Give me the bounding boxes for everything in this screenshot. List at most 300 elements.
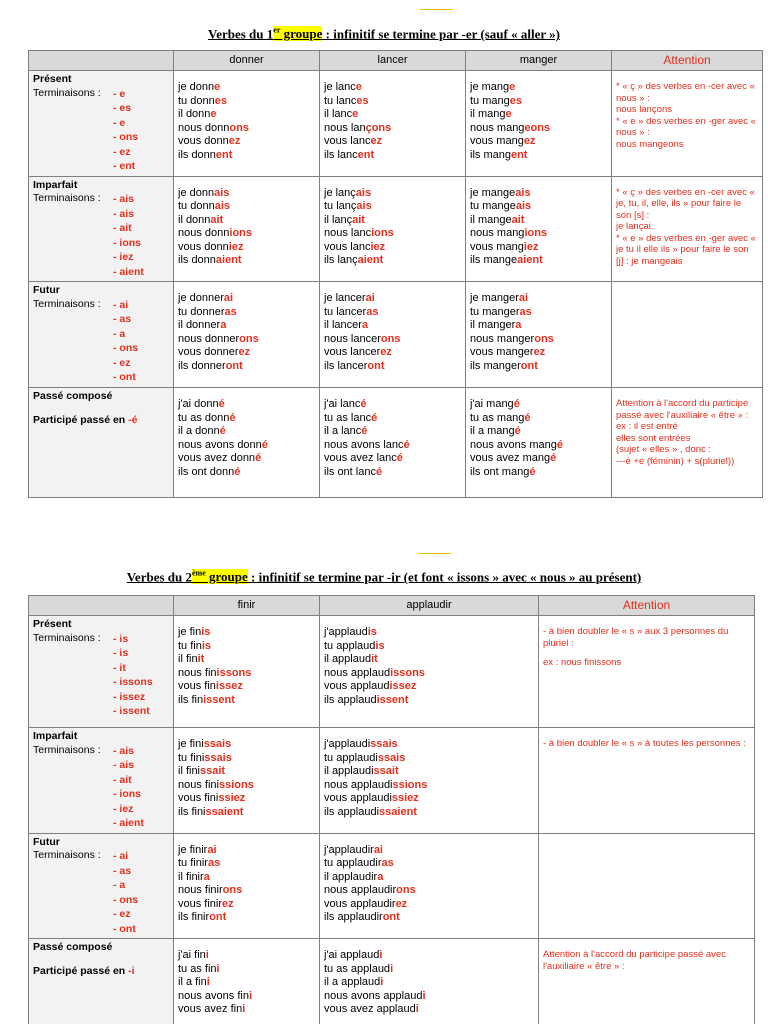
participe-text: Participé passé en: [33, 964, 129, 977]
stem: je finir: [178, 843, 208, 856]
ending-highlight: é: [556, 438, 563, 451]
conjugation-line: [324, 81, 461, 95]
conjugation-line: [470, 398, 607, 412]
tense-title: Présent: [33, 618, 72, 630]
ending-highlight: ont: [520, 359, 538, 372]
ending-highlight: é: [513, 398, 520, 410]
terminaisons-label: Terminaisons :: [33, 631, 101, 644]
ending-highlight: e: [210, 108, 217, 120]
ending-highlight: é: [219, 425, 226, 437]
conjugation-line: [324, 306, 461, 320]
stem: tu finir: [178, 857, 208, 869]
ending: - iez: [113, 251, 134, 263]
conjugation-line: [470, 346, 607, 360]
conjugation-line: [324, 452, 461, 466]
ending-highlight: ions: [371, 227, 394, 239]
stem: j'ai applaud: [324, 949, 380, 961]
ending-highlight: ont: [225, 359, 243, 372]
stem: nous fini: [178, 778, 219, 791]
stem: tu donn: [178, 94, 215, 107]
conjugation-line: [178, 135, 315, 149]
attention-note: [612, 176, 763, 282]
conjugation-line: [324, 187, 461, 201]
stem: ils donner: [178, 359, 226, 372]
terminaisons: [33, 298, 169, 385]
conjugation-line: [178, 333, 315, 347]
ending-highlight: é: [396, 452, 403, 464]
ending-highlight: ssaient: [205, 805, 244, 818]
ending-highlight: issent: [203, 693, 235, 706]
stem: il a fin: [178, 976, 207, 988]
ending: - issent: [113, 705, 150, 717]
stem: il donner: [178, 319, 221, 331]
conjugation-line: [178, 319, 315, 333]
stem: nous lancer: [324, 332, 381, 345]
ending-highlight: ez: [238, 346, 251, 358]
stem: j'ai mang: [470, 398, 514, 410]
conjugation-line: [178, 254, 315, 268]
conjugation-line: [178, 292, 315, 306]
ending-highlight: çons: [365, 121, 392, 134]
ending-highlight: ons: [239, 332, 259, 345]
ending-highlight: ssait: [373, 765, 399, 777]
conjugation-line: [324, 898, 534, 912]
stem: tu as lanc: [324, 411, 372, 424]
ending-highlight: a: [203, 870, 210, 883]
note-gap: [543, 649, 750, 657]
conjugation-line: [470, 214, 607, 228]
stem: je manger: [470, 292, 519, 304]
ending-highlight: i: [206, 976, 210, 988]
conjugation-line: [324, 108, 461, 122]
stem: nous lanc: [324, 227, 372, 239]
conjugation-cell: [320, 939, 539, 1024]
note-line: * « ç » des verbes en -cer avec « je, tu, il, elle, ils » pour faire le son [s] :: [616, 186, 755, 221]
ending-highlight: ssais: [204, 751, 232, 764]
ending-highlight: ez: [395, 897, 408, 910]
stem: je fin: [178, 626, 202, 638]
tense-row: [29, 282, 763, 388]
ending-highlight: ai: [518, 292, 529, 304]
ending-highlight: i: [248, 989, 252, 1002]
ending-highlight: é: [529, 465, 536, 478]
ending-highlight: é: [514, 425, 521, 437]
conjugation-line: [470, 122, 607, 136]
attention-note: [612, 71, 763, 177]
ending-highlight: ssiez: [218, 792, 246, 804]
ending-highlight: i: [379, 949, 383, 961]
ending: - a: [113, 327, 126, 340]
conjugation-cell: [320, 176, 466, 282]
ending: - ait: [113, 222, 132, 234]
conjugation-line: [324, 640, 534, 654]
attention-note: [612, 282, 763, 388]
tense-header: [29, 71, 174, 177]
ending-highlight: ais: [356, 200, 372, 212]
stem: nous mang: [470, 227, 525, 239]
stem: je mang: [470, 81, 510, 93]
conjugation-cell: [320, 282, 466, 388]
ending-highlight: ez: [533, 346, 546, 358]
ending-highlight: ont: [209, 911, 227, 923]
stem: je donn: [178, 81, 215, 93]
ending-highlight: é: [261, 438, 268, 451]
conjugation-line: [178, 911, 315, 925]
ending: - issons: [113, 676, 153, 688]
stem: il applaudi: [324, 765, 374, 777]
conjugation-line: [470, 135, 607, 149]
terminaisons-label: Terminaisons :: [33, 192, 101, 204]
conjugation-line: [178, 626, 315, 640]
stem: vous manger: [470, 346, 534, 358]
conjugation-line: [324, 949, 534, 963]
stem: tu donn: [178, 200, 215, 212]
conjugation-line: [324, 214, 461, 228]
ending-highlight: ez: [370, 135, 383, 147]
conjugation-line: [470, 333, 607, 347]
tense-title: Futur: [33, 284, 60, 296]
ending-highlight: a: [515, 319, 522, 331]
conjugation-line: [324, 227, 461, 241]
ending-highlight: ions: [524, 227, 548, 239]
stem: nous applaud: [324, 666, 391, 679]
ending-highlight: is: [201, 639, 212, 652]
stem: il lancer: [324, 319, 362, 331]
tense-header: [29, 388, 174, 498]
conjugation-line: [178, 871, 315, 885]
conjugation-line: [178, 680, 315, 694]
attention-note: [539, 833, 755, 939]
tense-row: [29, 176, 763, 282]
verb-header: finir: [174, 596, 320, 616]
conjugation-line: [178, 792, 315, 806]
conjugation-line: [178, 200, 315, 214]
stem: il donn: [178, 108, 211, 120]
tense-title: Imparfait: [33, 730, 78, 742]
note-line: - à bien doubler le « s » à toutes les personnes :: [543, 738, 746, 749]
conjugation-line: [470, 200, 607, 214]
ending: - ions: [113, 236, 141, 249]
stem: tu mange: [470, 200, 516, 212]
stem: ils donn: [178, 148, 216, 161]
section2-title: [0, 569, 768, 585]
stem: j'ai lanc: [324, 398, 361, 410]
conjugation-line: [324, 911, 534, 925]
ending-highlight: is: [375, 639, 385, 652]
conjugation-cell: [466, 388, 612, 498]
ending: - ez: [113, 145, 131, 158]
stem: tu applaud: [324, 639, 376, 652]
conjugation-line: [470, 149, 607, 163]
title-superscript: er: [273, 26, 281, 35]
ending-highlight: aient: [357, 254, 384, 266]
stem: vous applaudi: [324, 792, 392, 804]
conjugation-line: [324, 857, 534, 871]
conjugation-line: [178, 466, 315, 480]
conjugation-cell: [320, 388, 466, 498]
ending-highlight: ait: [210, 213, 224, 226]
stem: vous applaud: [324, 680, 390, 692]
ending-highlight: ions: [229, 227, 253, 239]
ending: - issez: [113, 690, 146, 703]
stem: tu as fin: [178, 962, 217, 975]
conjugation-cell: [174, 71, 320, 177]
ending-highlight: a: [361, 319, 369, 331]
ending-highlight: ons: [534, 332, 554, 345]
conjugation-line: [178, 963, 315, 977]
ending-highlight: ait: [511, 213, 525, 226]
conjugation-line: [324, 806, 534, 820]
ending-highlight: issez: [215, 680, 243, 692]
attention-header: Attention: [612, 51, 763, 71]
ending-highlight: es: [214, 94, 227, 107]
participe-label: [33, 414, 169, 428]
stem: nous donner: [178, 332, 240, 345]
ending-highlight: ons: [396, 884, 416, 896]
ending: - ions: [113, 788, 141, 800]
passe-compose-row: [29, 388, 763, 498]
stem: je lanc: [324, 81, 356, 93]
conjugation-line: [178, 857, 315, 871]
ending-highlight: ssiez: [391, 792, 419, 804]
ending-highlight: iez: [370, 240, 386, 253]
ending-highlight: a: [220, 319, 227, 331]
ending: - ai: [113, 850, 129, 862]
note-line: nous lançons: [616, 104, 672, 115]
ending-highlight: issent: [376, 693, 409, 706]
participe-ending: -é: [128, 413, 138, 426]
conjugation-line: [324, 738, 534, 752]
stem: il a lanc: [324, 425, 362, 437]
conjugation-cell: [174, 728, 320, 834]
attention-header: Attention: [539, 596, 755, 616]
conjugation-line: [178, 398, 315, 412]
ending: - ons: [113, 131, 139, 143]
title-groupe: groupe: [280, 26, 323, 42]
verb-header: applaudir: [320, 596, 539, 616]
stem: j'ai donn: [178, 398, 219, 410]
conjugation-line: [178, 990, 315, 1004]
stem: il a applaud: [324, 976, 381, 988]
conjugation-line: [470, 95, 607, 109]
ending: - iez: [113, 802, 134, 815]
conjugation-line: [324, 844, 534, 858]
ending: - ons: [113, 342, 139, 354]
conjugation-line: [324, 425, 461, 439]
note-line: elles sont entrées: [616, 432, 691, 444]
ending-highlight: i: [422, 989, 426, 1002]
conjugation-line: [178, 844, 315, 858]
conjugation-line: [178, 425, 315, 439]
tense-header: [29, 282, 174, 388]
stem: ils lanç: [324, 254, 358, 266]
ending-highlight: e: [214, 81, 221, 93]
ending-highlight: é: [403, 438, 410, 451]
terminaisons: [33, 87, 169, 174]
note-line: * « e » des verbes en -ger avec « nous » :: [616, 115, 756, 138]
conjugation-line: [324, 990, 534, 1004]
stem: ils applaudi: [324, 805, 380, 818]
conjugation-line: [470, 360, 607, 374]
ending-highlight: issons: [390, 666, 425, 679]
stem: tu lanç: [324, 200, 357, 212]
participe-label: [33, 965, 169, 979]
corner-header: [29, 51, 174, 71]
stem: vous avez mang: [470, 452, 551, 464]
ending-highlight: as: [366, 305, 379, 318]
conjugation-line: [178, 346, 315, 360]
conjugation-line: [178, 452, 315, 466]
stem: vous avez fin: [178, 1003, 243, 1015]
stem: nous applaudi: [324, 778, 393, 791]
section1-title: [0, 26, 768, 42]
conjugation-line: [324, 254, 461, 268]
ending: - ais: [113, 744, 135, 757]
conjugation-line: [470, 439, 607, 453]
stem: vous lancer: [324, 346, 381, 358]
endings-list: [113, 632, 153, 719]
note-line: ---é +e (féminin) + s(pluriel)): [616, 455, 735, 467]
conjugation-line: [324, 398, 461, 412]
ending-highlight: ais: [355, 186, 372, 199]
ending: - ais: [113, 759, 135, 771]
ending-highlight: issez: [389, 680, 417, 692]
note-line: - à bien doubler le « s » aux 3 personnes du pluriel :: [543, 626, 729, 649]
tense-title: Futur: [33, 835, 60, 848]
endings-list: [113, 298, 138, 385]
stem: nous donn: [178, 121, 230, 134]
note-line: nous mangeons: [616, 138, 684, 150]
endings-list: [113, 87, 138, 174]
conjugation-line: [178, 439, 315, 453]
conjugation-line: [178, 360, 315, 374]
ending-highlight: i: [390, 962, 394, 975]
ending-highlight: ssions: [218, 778, 254, 791]
ending-highlight: i: [205, 949, 209, 961]
conjugation-line: [178, 976, 315, 990]
stem: j'applaudi: [324, 738, 371, 750]
ending-highlight: iez: [523, 240, 539, 253]
stem: vous lanc: [324, 240, 371, 253]
conjugation-line: [178, 949, 315, 963]
stem: nous manger: [470, 332, 535, 345]
conjugation-line: [178, 653, 315, 667]
title-prefix: Verbes du 2: [126, 569, 192, 585]
ending-highlight: ssaient: [379, 805, 417, 818]
ending-highlight: as: [224, 305, 237, 318]
stem: il a donn: [178, 425, 220, 437]
stem: nous fin: [178, 666, 217, 679]
stem: vous avez lanc: [324, 452, 397, 464]
stem: tu applaudir: [324, 857, 382, 869]
stem: il donn: [178, 213, 211, 226]
stem: je fini: [178, 738, 204, 750]
conjugation-cell: [466, 176, 612, 282]
conjugation-line: [324, 884, 534, 898]
conjugation-line: [324, 200, 461, 214]
stem: ils mange: [470, 254, 518, 266]
stem: vous donner: [178, 346, 239, 358]
stem: ils ont lanc: [324, 465, 376, 478]
conjugation-cell: [174, 282, 320, 388]
conjugation-line: [178, 241, 315, 255]
conjugation-line: [178, 149, 315, 163]
ending: - e: [113, 87, 126, 100]
ending-highlight: aient: [215, 254, 242, 266]
conjugation-cell: [466, 282, 612, 388]
passe-compose-row: [29, 939, 755, 1024]
verb-header: lancer: [320, 51, 466, 71]
stem: ils fin: [178, 693, 204, 706]
stem: ils applaud: [324, 693, 377, 706]
stem: je mange: [470, 186, 516, 199]
stem: ils finir: [178, 911, 210, 923]
attention-note: [539, 616, 755, 728]
conjugation-cell: [174, 939, 320, 1024]
conjugation-line: [470, 292, 607, 306]
ending-highlight: ssait: [200, 765, 226, 777]
endings-list: [113, 849, 138, 936]
stem: nous finir: [178, 884, 223, 896]
conjugation-cell: [320, 71, 466, 177]
terminaisons: [33, 744, 169, 831]
note-line: ex : il est entré: [616, 421, 678, 432]
ending-highlight: é: [371, 411, 378, 424]
conjugation-line: [324, 976, 534, 990]
stem: vous fin: [178, 680, 216, 692]
conjugation-line: [324, 871, 534, 885]
conjugation-line: [178, 738, 315, 752]
conjugation-line: [178, 806, 315, 820]
ending: - ait: [113, 773, 132, 786]
tense-row: [29, 616, 755, 728]
conjugation-cell: [174, 176, 320, 282]
stem: il manger: [470, 319, 516, 331]
verb-header: donner: [174, 51, 320, 71]
note-line: Attention à l'accord du participe passé avec l'auxiliaire « être » :: [616, 398, 749, 421]
conjugation-line: [324, 680, 534, 694]
group1-table: [28, 50, 763, 498]
terminaisons: [33, 849, 169, 936]
title-rest: : infinitif se termine par -ir (et font « issons » avec « nous » au présent): [247, 569, 642, 585]
conjugation-line: [324, 1003, 534, 1017]
ending-highlight: a: [377, 870, 384, 883]
conjugation-line: [178, 779, 315, 793]
stem: tu lanc: [324, 94, 357, 107]
stem: il lanc: [324, 108, 353, 120]
terminaisons-label: Terminaisons :: [33, 86, 101, 99]
tense-header: [29, 728, 174, 834]
ending-highlight: é: [524, 411, 531, 424]
stem: je lancer: [324, 292, 366, 304]
title-prefix: Verbes du 1: [208, 26, 274, 42]
conjugation-cell: [466, 71, 612, 177]
conjugation-line: [324, 694, 534, 708]
ending-highlight: é: [375, 465, 383, 478]
stem: tu fin: [178, 639, 202, 652]
ending-highlight: i: [242, 1003, 246, 1015]
ending-highlight: ai: [223, 292, 234, 304]
ending: - is: [113, 647, 129, 659]
ending: - ais: [113, 207, 135, 220]
conjugation-line: [324, 466, 461, 480]
stem: ils lancer: [324, 359, 368, 372]
conjugation-line: [470, 254, 607, 268]
stem: il fini: [178, 765, 201, 777]
ending-highlight: ssais: [203, 738, 232, 750]
stem: nous applaudir: [324, 884, 397, 896]
ending-highlight: iez: [228, 240, 244, 253]
